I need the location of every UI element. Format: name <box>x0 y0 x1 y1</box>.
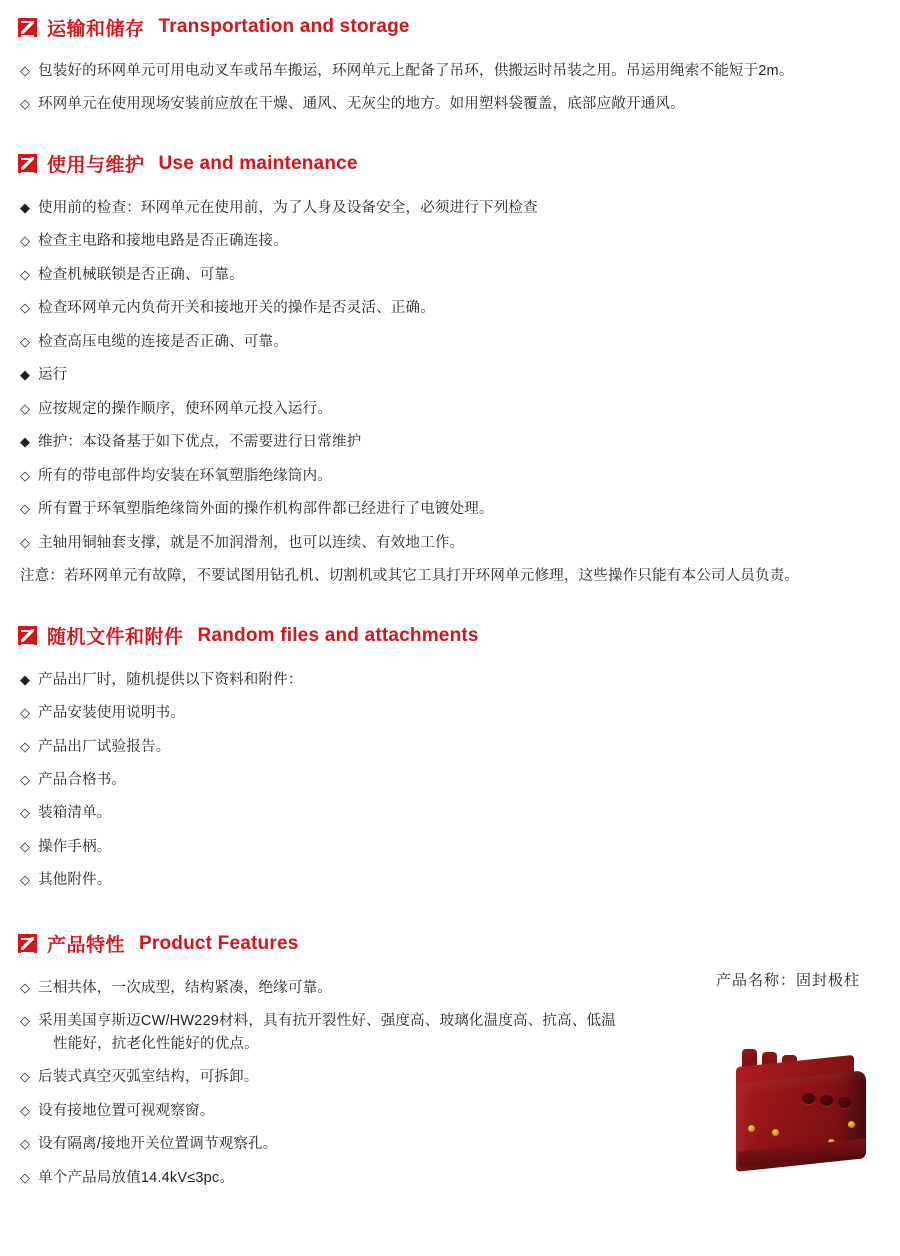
bullet-icon: ◇ <box>20 771 30 787</box>
pole-inspection-hole <box>838 1097 851 1108</box>
bullet-icon: ◇ <box>20 838 30 854</box>
bullet-icon: ◇ <box>20 872 30 888</box>
list-item <box>18 325 882 358</box>
bullet-icon: ◇ <box>20 233 30 249</box>
bullet-icon: ◆ <box>20 367 30 383</box>
bullet-icon: ◇ <box>20 1136 30 1152</box>
list-item-text: 应按规定的操作顺序，使环网单元投入运行。 <box>38 400 332 417</box>
list-item <box>18 291 882 324</box>
bullet-icon: ◇ <box>20 266 30 282</box>
list-transportation <box>18 54 882 121</box>
list-item <box>18 224 882 257</box>
list-item <box>18 87 882 120</box>
list-item <box>18 191 882 224</box>
pole-brass-bolt <box>772 1129 779 1136</box>
list-item <box>18 358 882 391</box>
list-item <box>18 763 882 796</box>
list-item <box>18 1094 718 1127</box>
bullet-icon: ◇ <box>20 1013 30 1029</box>
section-marker-icon <box>18 18 37 37</box>
list-item <box>18 492 882 525</box>
list-item <box>18 1004 718 1060</box>
spacer <box>18 593 882 619</box>
bullet-icon: ◇ <box>20 738 30 754</box>
product-name-caption: 产品名称：固封极柱 <box>715 971 860 989</box>
bullet-icon: ◇ <box>20 300 30 316</box>
list-product-features <box>18 971 718 1194</box>
bullet-icon: ◇ <box>20 705 30 721</box>
section-marker-icon <box>18 626 37 645</box>
list-item-text: 其他附件。 <box>38 872 112 889</box>
bullet-icon: ◇ <box>20 333 30 349</box>
bullet-icon: ◇ <box>20 1102 30 1118</box>
list-item-text: 运行 <box>38 367 68 384</box>
list-item-text: 使用前的检查：环网单元在使用前，为了人身及设备安全，必须进行下列检查 <box>38 199 538 216</box>
list-item-text: 维护：本设备基于如下优点，不需要进行日常维护 <box>38 434 362 451</box>
section-marker-icon <box>18 154 37 173</box>
product-photo-fixed-pole <box>728 1033 876 1183</box>
maintenance-note: 注意：若环网单元有故障，不要试图用钻孔机、切割机或其它工具打开环网单元修理，这些操作只能有本公司人员负责。 <box>20 568 800 585</box>
list-item <box>18 258 882 291</box>
list-item <box>18 1161 718 1194</box>
list-item-text: 所有的带电部件均安装在环氧塑脂绝缘筒内。 <box>38 467 332 484</box>
spacer <box>18 0 882 10</box>
list-item-text: 检查主电路和接地电路是否正确连接。 <box>38 233 288 250</box>
list-item <box>18 696 882 729</box>
list-item-text: 产品出厂试验报告。 <box>38 738 171 755</box>
list-item-text: 环网单元在使用现场安装前应放在干燥、通风、无灰尘的地方。如用塑料袋覆盖，底部应敞开通风。 <box>38 96 685 113</box>
list-item-text-continuation: 性能好，抗老化性能好的优点。 <box>53 1035 259 1052</box>
pole-brass-bolt <box>748 1125 755 1132</box>
list-item <box>18 392 882 425</box>
list-item-text: 设有隔离/接地开关位置调节观察孔。 <box>38 1136 278 1153</box>
list-item <box>18 1060 718 1093</box>
bullet-icon: ◇ <box>20 400 30 416</box>
bullet-icon: ◇ <box>20 501 30 517</box>
section-marker-icon <box>18 934 37 953</box>
list-item-text: 三相共体，一次成型，结构紧凑，绝缘可靠。 <box>38 979 332 996</box>
bullet-icon: ◇ <box>20 979 30 995</box>
list-item <box>18 796 882 829</box>
list-item-text: 产品出厂时，随机提供以下资料和附件： <box>38 671 303 688</box>
list-item <box>18 526 882 559</box>
bullet-icon: ◇ <box>20 63 30 78</box>
section-title-en: Product Features <box>139 932 299 954</box>
list-item <box>18 425 882 458</box>
list-item-text: 采用美国亨斯迈CW/HW229材料，具有抗开裂性好、强度高、玻璃化温度高、抗高、低温 <box>38 1013 616 1030</box>
list-item-text-wrap <box>38 1010 718 1055</box>
list-item-text: 装箱清单。 <box>38 805 112 822</box>
spacer <box>18 653 882 663</box>
product-features-block <box>18 961 882 1194</box>
section-heading-random-files <box>18 619 882 653</box>
pole-inspection-hole <box>820 1095 833 1106</box>
bullet-icon: ◇ <box>20 467 30 483</box>
list-item-text: 产品合格书。 <box>38 771 127 788</box>
bullet-icon: ◇ <box>20 1169 30 1185</box>
bullet-icon: ◆ <box>20 199 30 215</box>
list-item <box>18 863 882 896</box>
section-heading-transportation <box>18 10 882 44</box>
list-item-text: 产品安装使用说明书。 <box>38 705 185 722</box>
section-title-cn: 使用与维护 <box>47 155 145 177</box>
spacer <box>18 121 882 147</box>
pole-inspection-hole <box>802 1093 815 1104</box>
list-item <box>18 730 882 763</box>
spacer <box>18 181 882 191</box>
section-title-en: Random files and attachments <box>197 624 479 646</box>
list-item-text: 单个产品局放值14.4kV≤3pc。 <box>38 1169 235 1186</box>
list-item <box>18 459 882 492</box>
list-item-text: 检查高压电缆的连接是否正确、可靠。 <box>38 333 288 350</box>
list-item-text: 设有接地位置可视观察窗。 <box>38 1102 215 1119</box>
section-title-cn: 随机文件和附件 <box>47 627 184 649</box>
pole-brass-bolt <box>848 1121 855 1128</box>
list-item-text: 所有置于环氧塑脂绝缘筒外面的操作机构部件都已经进行了电镀处理。 <box>38 501 494 518</box>
list-item-text: 包装好的环网单元可用电动叉车或吊车搬运，环网单元上配备了吊环，供搬运时吊装之用。吊运用绳索不能短于2m。 <box>38 63 794 79</box>
spacer <box>18 897 882 927</box>
list-use-maintenance <box>18 191 882 559</box>
list-item-text: 检查机械联锁是否正确、可靠。 <box>38 266 244 283</box>
list-item-text: 操作手柄。 <box>38 838 112 855</box>
bullet-icon: ◆ <box>20 434 30 450</box>
list-item-text: 检查环网单元内负荷开关和接地开关的操作是否灵活、正确。 <box>38 300 435 317</box>
section-heading-product-features <box>18 927 882 961</box>
section-title-cn: 运输和储存 <box>47 18 145 40</box>
list-item <box>18 54 882 87</box>
spacer <box>18 44 882 54</box>
bullet-icon: ◆ <box>20 671 30 687</box>
section-title-cn: 产品特性 <box>47 935 126 957</box>
bullet-icon: ◇ <box>20 1069 30 1085</box>
list-item <box>18 830 882 863</box>
list-item-text: 后装式真空灭弧室结构，可拆卸。 <box>38 1069 259 1086</box>
section-title-en: Use and maintenance <box>158 152 358 174</box>
list-item <box>18 663 882 696</box>
list-item <box>18 971 718 1004</box>
list-item-text: 主轴用铜轴套支撑，就是不加润滑剂，也可以连续、有效地工作。 <box>38 534 465 551</box>
bullet-icon: ◇ <box>20 805 30 821</box>
bullet-icon: ◇ <box>20 534 30 550</box>
bullet-icon: ◇ <box>20 96 30 112</box>
list-random-files <box>18 663 882 897</box>
section-title-en: Transportation and storage <box>158 16 410 37</box>
list-item <box>18 1127 718 1160</box>
section-heading-use-maintenance <box>18 147 882 181</box>
